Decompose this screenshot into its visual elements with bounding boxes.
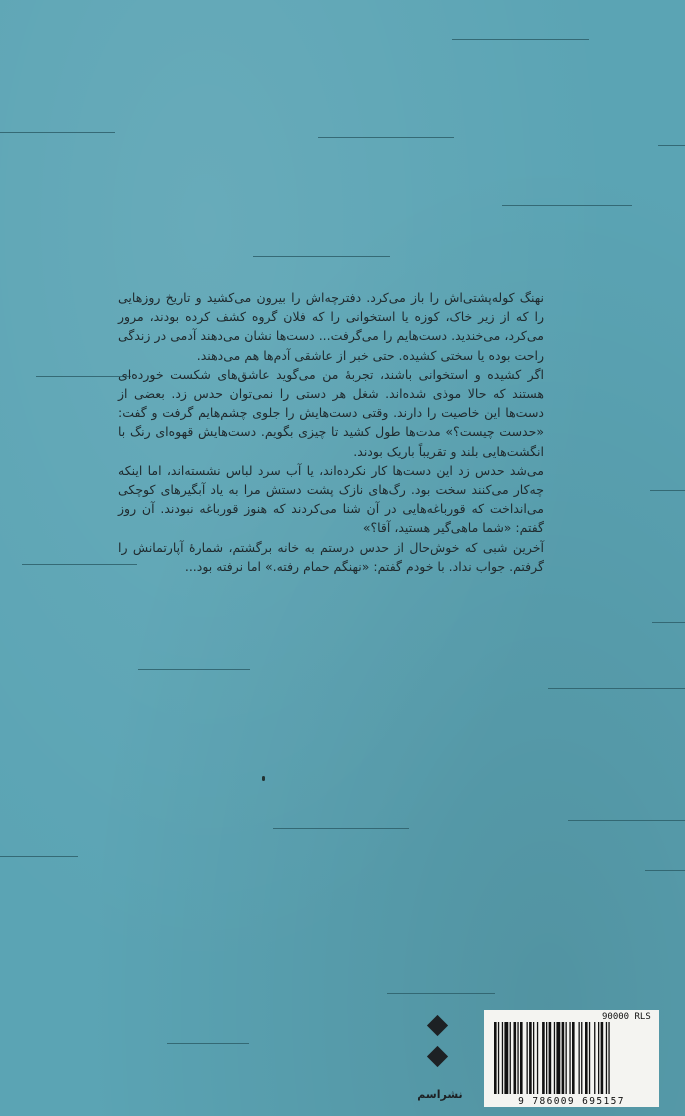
blurb-paragraph: آخرین شبی که خوش‌حال از حدس درستم به خانه برگشتم، شمارهٔ آپارتمانش را گرفتم. جواب نداد. با خودم گفتم: «نهنگم حمام رفته.» اما نرفته بود... (118, 539, 544, 574)
blurb-paragraph: نهنگ کوله‌پشتی‌اش را باز می‌کرد. دفترچه‌اش را بیرون می‌کشید و تاریخ روزهایی را که از زیر خاک، کوزه یا استخوانی را که فلان گروه کشف کرده بودند، مرور می‌کرد، می‌خندید. دست‌هایم را می‌گرفت... دست‌ها نشان می‌دهند آدمی در زندگی راحت بوده یا سختی کشیده. حتی خبر از عاشقی آدم‌ها هم می‌دهند. (118, 290, 544, 363)
decorative-rule (0, 132, 115, 133)
decorative-rule (650, 490, 685, 491)
decorative-rule (658, 145, 685, 146)
decorative-rule (318, 137, 454, 138)
blurb-paragraph: می‌شد حدس زد این دست‌ها کار نکرده‌اند، یا آب سرد لباس نشسته‌اند، اما اینکه چه‌کار می‌کنند سخت بود. رگ‌های نازک پشت دستش مرا به یاد آبگیرهای کوچکی می‌انداخت که قورباغه‌هایی در آن شنا می‌کردند که هنوز قورباغه نبودند. آن روز گفتم: «شما ماهی‌گیر هستید، آقا؟» (118, 462, 544, 536)
decorative-rule (502, 205, 632, 206)
decorative-rule (387, 993, 495, 994)
decorative-rule (645, 870, 685, 871)
decorative-rule (0, 856, 78, 857)
decorative-rule (548, 688, 685, 689)
ink-speck (262, 776, 265, 781)
decorative-rule (273, 828, 409, 829)
publisher-logo-diamond-top (427, 1015, 448, 1036)
publisher-logo-diamond-bottom (427, 1046, 448, 1067)
barcode-price: 90000 RLS (602, 1012, 651, 1022)
decorative-rule (36, 376, 131, 377)
decorative-rule (452, 39, 589, 40)
decorative-rule (138, 669, 250, 670)
decorative-rule (568, 820, 685, 821)
decorative-rule (652, 622, 685, 623)
decorative-rule (167, 1043, 249, 1044)
barcode-isbn: 9 786009 695157 (518, 1096, 625, 1107)
publisher-name: نشراسم (417, 1088, 463, 1101)
decorative-rule (253, 256, 390, 257)
barcode-bars (494, 1022, 652, 1094)
blurb-paragraph: اگر کشیده و استخوانی باشند، تجربهٔ من می‌گوید عاشق‌های شکست خورده‌ای هستند که حالا موذی شده‌اند. شغل هر دستی را نمی‌توان حدس زد. بعضی از دست‌ها این خاصیت را دارند. وقتی دست‌هایش را جلوی چشم‌هایم گرفت و گفت: «حدست چیست؟» مدت‌ها طول کشید تا چیزی بگویم. دست‌هایش قهوه‌ای رنگ با انگشت‌هایی بلند و تقریباً باریک بودند. (118, 366, 544, 459)
back-cover-blurb (118, 288, 544, 576)
